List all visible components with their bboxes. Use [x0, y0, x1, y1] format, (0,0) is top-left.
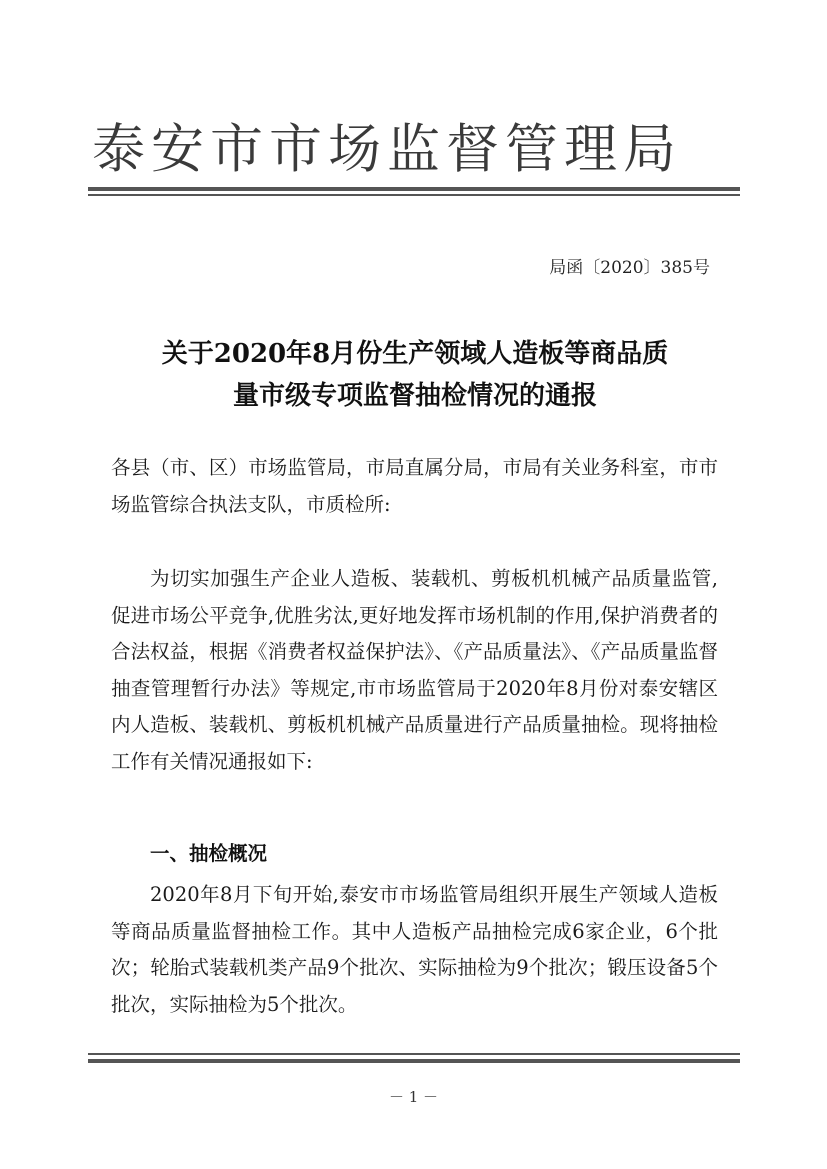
body-paragraph-overview: 2020年8月下旬开始,泰安市市场监管局组织开展生产领域人造板等商品质量监督抽检工作。其中人造板产品抽检完成6家企业，6个批次；轮胎式装载机类产品9个批次、实际抽检为9个批次；锻压设备5个批次，实际抽检为5个批次。 [111, 883, 718, 1016]
section-heading-overview: 一、抽检概况 [150, 842, 268, 865]
body-paragraph-intro: 为切实加强生产企业人造板、装载机、剪板机机械产品质量监管,促进市场公平竞争,优胜劣汰,更好地发挥市场机制的作用,保护消费者的合法权益，根据《消费者权益保护法》、《产品质量法》、《产品质量监督抽查管理暂行办法》等规定,市市场监管局于2020年8月份对泰安辖区内人造板、装载机、剪板机机械产品质量进行产品质量抽检。现将抽检工作有关情况通报如下: [111, 567, 718, 773]
document-title-line-1: 关于2020年8月份生产领域人造板等商品质 [161, 339, 669, 369]
header-rule-thick [88, 187, 740, 191]
footer-rule-thin [88, 1053, 740, 1055]
org-name-header: 泰安市市场监督管理局 [92, 119, 682, 180]
document-title-line-2: 量市级专项监督抽检情况的通报 [232, 381, 597, 411]
header-rule-thin [88, 194, 740, 196]
document-number: 局函〔2020〕385号 [549, 258, 710, 278]
addressee-paragraph: 各县（市、区）市场监管局，市局直属分局，市局有关业务科室，市市场监管综合执法支队，市质检所: [111, 456, 718, 516]
page-number: － 1 － [388, 1088, 439, 1106]
document-title [95, 333, 735, 417]
footer-rule-thick [88, 1059, 740, 1063]
